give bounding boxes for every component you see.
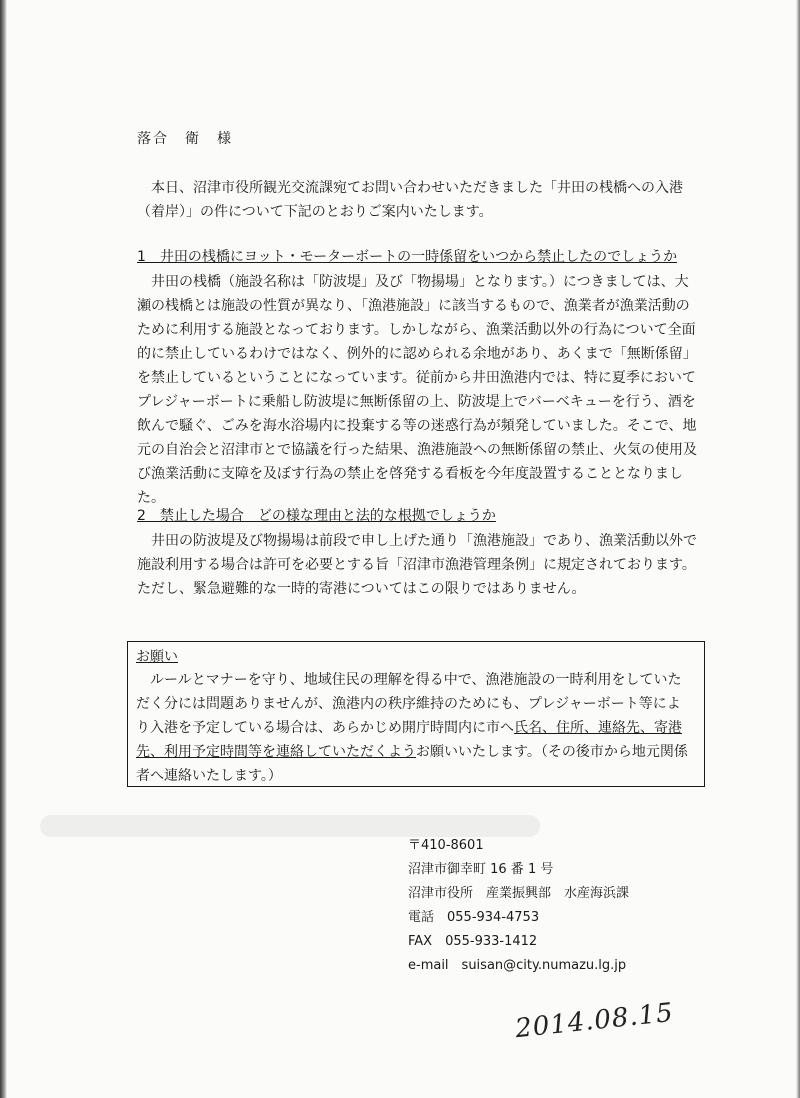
request-title: お願い	[136, 649, 178, 665]
contact-fax: FAX 055-933-1412	[408, 934, 538, 949]
intro-paragraph	[137, 176, 697, 224]
addressee: 落合 衛 様	[137, 131, 233, 147]
contact-phone: 電話 055-934-4753	[408, 910, 540, 925]
contact-email: e-mail suisan@city.numazu.lg.jp	[408, 958, 627, 973]
handwritten-date: 2014.08.15	[513, 997, 676, 1045]
request-text-before: ルールとマナーを守り、地域住民の理解を得る中で、漁港施設の一時利用をしていただく分には問題ありませんが、漁港内の秩序維持のためにも、プレジャーボート等により入港を予定している場合は、あらかじめ開庁時間内に市へ	[136, 672, 682, 736]
request-text-after: お願いいたします。（その後市から地元関係者へ連絡いたします。）	[136, 744, 688, 784]
contact-department: 沼津市役所 産業振興部 水産海浜課	[408, 886, 630, 901]
contact-postal: 〒410-8601	[408, 838, 484, 853]
intro-text: 本日、沼津市役所観光交流課宛てお問い合わせいただきました「井田の桟橋への入港（着岸）」の件について下記のとおりご案内いたします。	[137, 180, 683, 220]
request-box	[127, 641, 705, 787]
scan-edge-right	[796, 0, 800, 1098]
section1-heading: 1 井田の桟橋にヨット・モーターボートの一時係留をいつから禁止したのでしょうか	[137, 249, 678, 265]
request-text	[136, 668, 694, 788]
request-body	[136, 668, 694, 788]
section1-body	[137, 270, 697, 510]
request-text-underlined: 氏名、住所、連絡先、寄港先、利用予定時間等を連絡していただくよう	[136, 720, 682, 760]
contact-block	[408, 834, 629, 978]
section2-heading: 2 禁止した場合 どの様な理由と法的な根拠でしょうか	[137, 508, 496, 524]
section1-text: 井田の桟橋（施設名称は「防波堤」及び「物揚場」となります。）につきましては、大瀬の桟橋とは施設の性質が異なり、「漁港施設」に該当するもので、漁業者が漁業活動のために利用する施設となっております。しかしながら、漁業活動以外の行為について全面的に禁止しているわけではなく、例外的に認められる余地があり、あくまで「無断係留」を禁止しているということになっています。従前から井田漁港内では、特に夏季においてプレジャーボートに乗船し防波堤に無断係留の上、防波堤上でバーベキューを行う、酒を飲んで騒ぐ、ごみを海水浴場内に投棄する等の迷惑行為が頻発していました。そこで、地元の自治会と沼津市とで協議を行った結果、漁港施設への無断係留の禁止、火気の使用及び漁業活動に支障を及ぼす行為の禁止を啓発する看板を今年度設置することとなりました。	[137, 274, 697, 506]
section2-text: 井田の防波堤及び物揚場は前段で申し上げた通り「漁港施設」であり、漁業活動以外で施設利用する場合は許可を必要とする旨「沼津市漁港管理条例」に規定されております。ただし、緊急避難的な一時的寄港についてはこの限りではありません。	[137, 533, 697, 597]
contact-address: 沼津市御幸町 16 番 1 号	[408, 862, 554, 877]
scan-edge-left	[0, 0, 7, 1098]
section2-body	[137, 529, 697, 601]
